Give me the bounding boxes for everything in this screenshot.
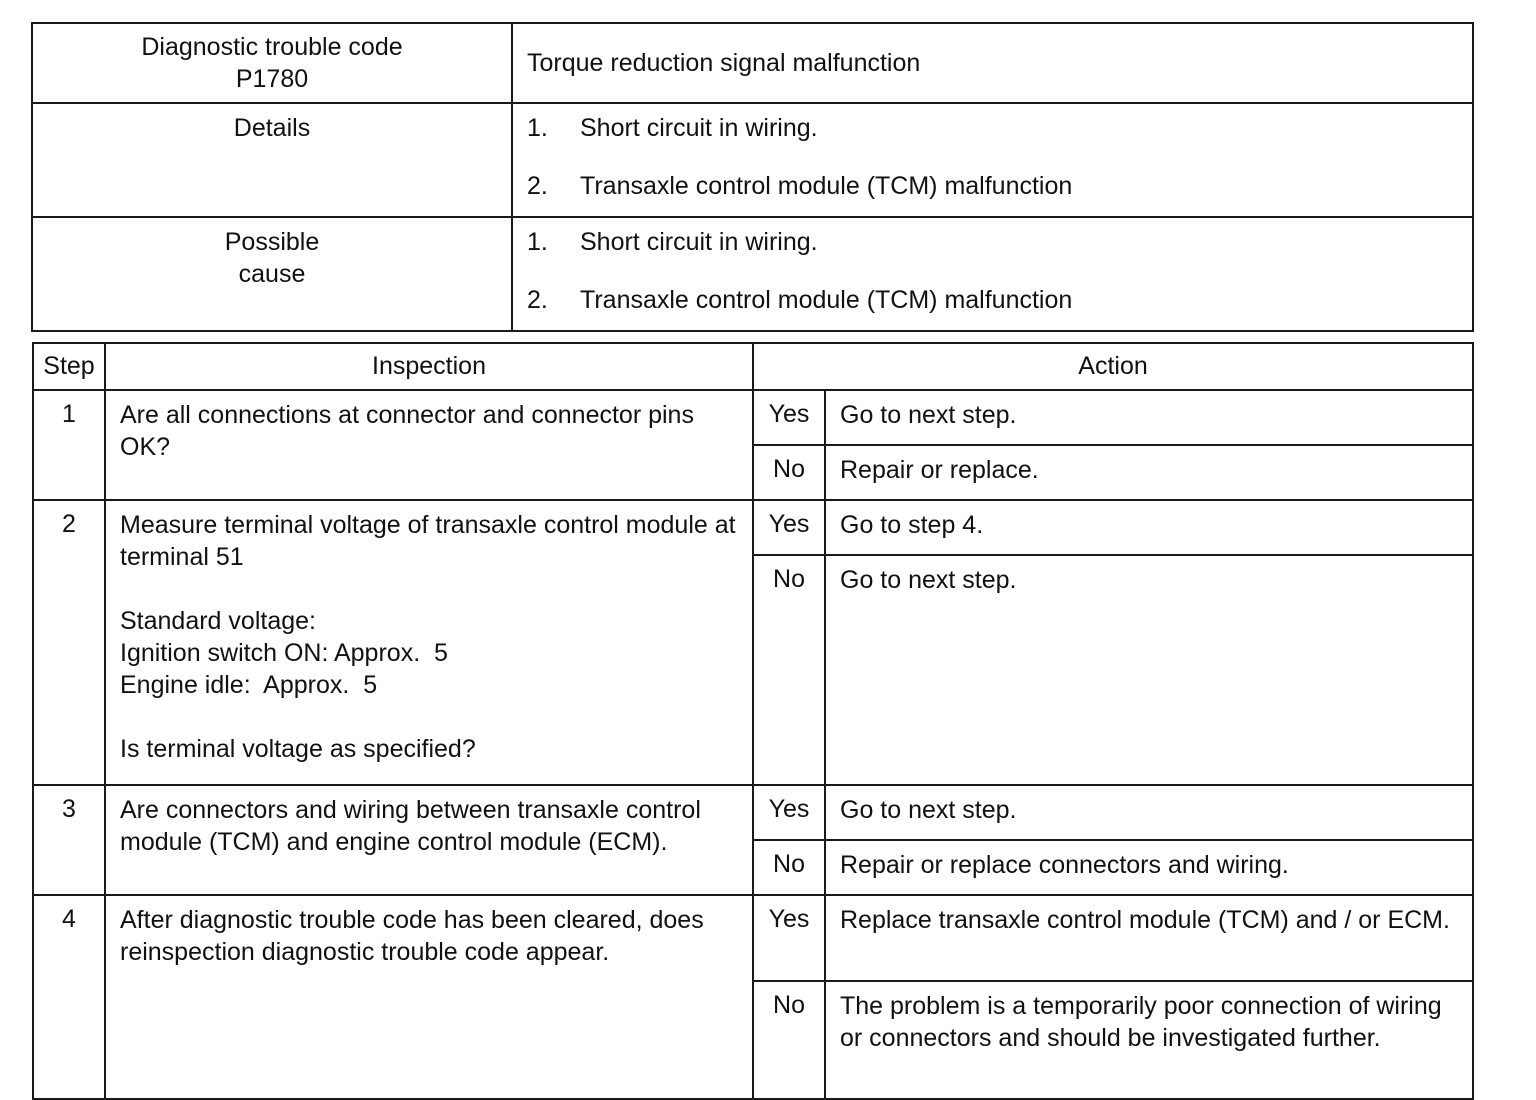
step-header: Step	[33, 343, 105, 390]
yes-label: Yes	[753, 500, 825, 555]
yes-label: Yes	[753, 785, 825, 840]
no-action: Go to next step.	[825, 555, 1473, 785]
step-number: 1	[33, 390, 105, 500]
step-number: 4	[33, 895, 105, 1099]
list-number: 2.	[527, 172, 548, 200]
dtc-label-cell	[32, 23, 512, 103]
no-label: No	[753, 840, 825, 895]
inspection-header: Inspection	[105, 343, 753, 390]
possible-cause-list	[513, 218, 1472, 316]
table-row	[33, 500, 1473, 555]
yes-action: Go to next step.	[825, 390, 1473, 445]
list-item	[527, 284, 1472, 316]
details-list	[513, 104, 1472, 202]
idle-voltage-line: Engine idle: Approx. 5	[120, 671, 378, 699]
standard-voltage-block	[120, 605, 742, 701]
step-number: 2	[33, 500, 105, 785]
list-text: Short circuit in wiring.	[580, 228, 818, 256]
yes-action: Go to step 4.	[825, 500, 1473, 555]
no-action: Repair or replace connectors and wiring.	[825, 840, 1473, 895]
possible-cause-label-line2: cause	[238, 260, 306, 288]
possible-cause-label-line1: Possible	[224, 228, 320, 256]
ignition-voltage-line: Ignition switch ON: Approx. 5	[120, 639, 448, 667]
list-text: Short circuit in wiring.	[580, 114, 818, 142]
inspection-cell	[105, 500, 753, 785]
table-row	[33, 785, 1473, 840]
list-text: Transaxle control module (TCM) malfunction	[580, 286, 1073, 314]
dtc-description: Torque reduction signal malfunction	[512, 23, 1473, 103]
inspection-text: After diagnostic trouble code has been cleared, does reinspection diagnostic trouble code appear.	[105, 895, 753, 1099]
possible-cause-row	[32, 217, 1473, 331]
possible-cause-label	[32, 217, 512, 331]
no-label: No	[753, 555, 825, 785]
action-header: Action	[753, 343, 1473, 390]
details-label: Details	[32, 103, 512, 217]
dtc-code: P1780	[235, 65, 309, 93]
inspection-question: Is terminal voltage as specified?	[120, 735, 476, 763]
procedure-table	[32, 342, 1474, 1100]
possible-cause-cell	[512, 217, 1473, 331]
yes-action: Replace transaxle control module (TCM) and / or ECM.	[825, 895, 1473, 981]
no-label: No	[753, 445, 825, 500]
no-action: The problem is a temporarily poor connection of wiring or connectors and should be investigated further.	[825, 981, 1473, 1099]
yes-label: Yes	[753, 895, 825, 981]
dtc-label: Diagnostic trouble code	[141, 33, 403, 61]
standard-voltage-label: Standard voltage:	[120, 607, 316, 635]
inspection-text: Are connectors and wiring between transaxle control module (TCM) and engine control module (ECM).	[105, 785, 753, 895]
dtc-info-table	[31, 22, 1474, 332]
dtc-row	[32, 23, 1473, 103]
list-item	[527, 170, 1472, 202]
list-item	[527, 112, 1472, 144]
list-number: 2.	[527, 286, 548, 314]
list-item	[527, 226, 1472, 258]
inspection-text: Measure terminal voltage of transaxle control module at terminal 51	[120, 511, 736, 571]
header-row	[33, 343, 1473, 390]
inspection-text: Are all connections at connector and connector pins OK?	[105, 390, 753, 500]
list-number: 1.	[527, 114, 548, 142]
step-number: 3	[33, 785, 105, 895]
no-action: Repair or replace.	[825, 445, 1473, 500]
yes-label: Yes	[753, 390, 825, 445]
table-row	[33, 895, 1473, 981]
list-text: Transaxle control module (TCM) malfunction	[580, 172, 1073, 200]
details-row	[32, 103, 1473, 217]
yes-action: Go to next step.	[825, 785, 1473, 840]
list-number: 1.	[527, 228, 548, 256]
table-row	[33, 390, 1473, 445]
no-label: No	[753, 981, 825, 1099]
details-cell	[512, 103, 1473, 217]
